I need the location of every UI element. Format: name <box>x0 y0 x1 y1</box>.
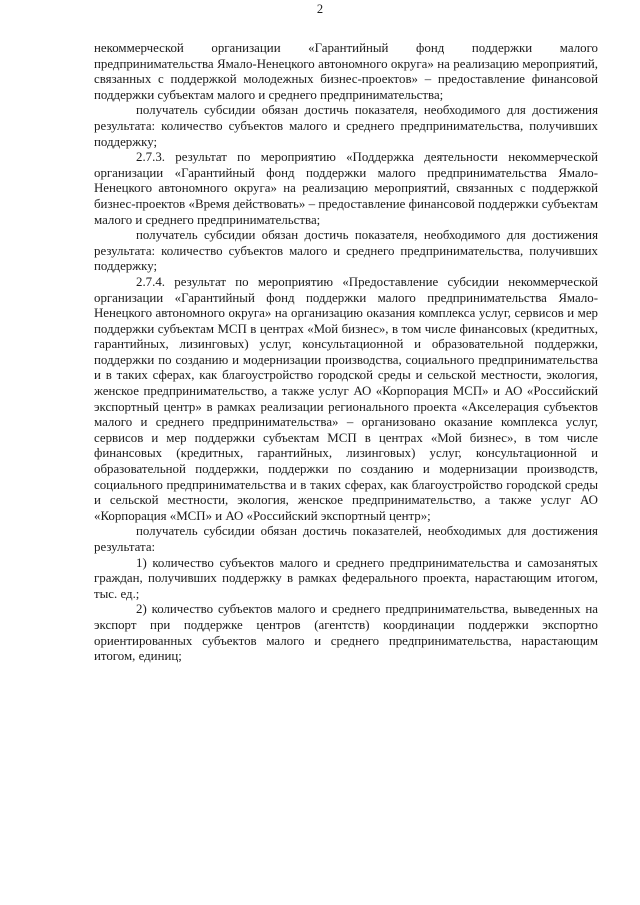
page-number: 2 <box>316 2 324 16</box>
paragraph-6: получатель субсидии обязан достичь показателей, необходимых для достижения результата: <box>94 524 598 554</box>
paragraph-5: 2.7.4. результат по мероприятию «Предоставление субсидии некоммерческой организации «Гарантийный фонд поддержки малого предпринимательства Ямало-Ненецкого автономного округа» на организацию оказания комплекса услуг, сервисов и мер поддержки субъектам МСП в центрах «Мой бизнес», в том числе финансовых (кредитных, гарантийных, лизинговых) услуг, консультационной и образовательной поддержки, поддержки по созданию и модернизации производства, социального предпринимательства и в таких сферах, как благоустройство городской среды и сельской местности, экология, женское предпринимательство, а также услуг АО «Корпорация МСП» и АО «Российский экспортный центр» в рамках реализации регионального проекта «Акселерация субъектов малого и среднего предпринимательства» – организовано оказание комплекса услуг, сервисов и мер поддержки субъектам МСП в центрах «Мой бизнес», в том числе финансовых (кредитных, гарантийных, лизинговых) услуг, консультационной и образовательной поддержки, поддержки по созданию и модернизации производств, социального предпринимательства и в таких сферах, как благоустройство городской среды и сельской местности, экология, женское предпринимательство, а также услуг АО «Корпорация «МСП» и АО «Российский экспортный центр»; <box>94 274 598 523</box>
paragraph-8: 2) количество субъектов малого и среднего предпринимательства, выведенных на экспорт при поддержке центров (агентств) координации поддержки экспортно ориентированных субъектов малого и среднего предпринимательства, нарастающим итогом, единиц; <box>94 602 598 664</box>
paragraph-7: 1) количество субъектов малого и среднего предпринимательства и самозанятых граждан, получивших поддержку в рамках федерального проекта, нарастающим итогом, тыс. ед.; <box>94 555 598 601</box>
paragraph-1: некоммерческой организации «Гарантийный фонд поддержки малого предпринимательства Ямало-Ненецкого автономного округа» на реализацию мероприятий, связанных с поддержкой молодежных бизнес-проектов» – предоставление финансовой поддержки субъектам малого и среднего предпринимательства; <box>94 41 598 102</box>
paragraph-3: 2.7.3. результат по мероприятию «Поддержка деятельности некоммерческой организации «Гарантийный фонд поддержки малого предпринимательства Ямало-Ненецкого автономного округа» на реализацию мероприятий, связанных с поддержкой бизнес-проектов «Время действовать» – предоставление финансовой поддержки субъектам малого и среднего предпринимательства; <box>94 150 598 227</box>
document-body <box>94 41 598 665</box>
paragraph-2: получатель субсидии обязан достичь показателя, необходимого для достижения результата: количество субъектов малого и среднего предпринимательства, получивших поддержку; <box>94 103 598 149</box>
paragraph-4: получатель субсидии обязан достичь показателя, необходимого для достижения результата: количество субъектов малого и среднего предпринимательства, получивших поддержку; <box>94 228 598 274</box>
